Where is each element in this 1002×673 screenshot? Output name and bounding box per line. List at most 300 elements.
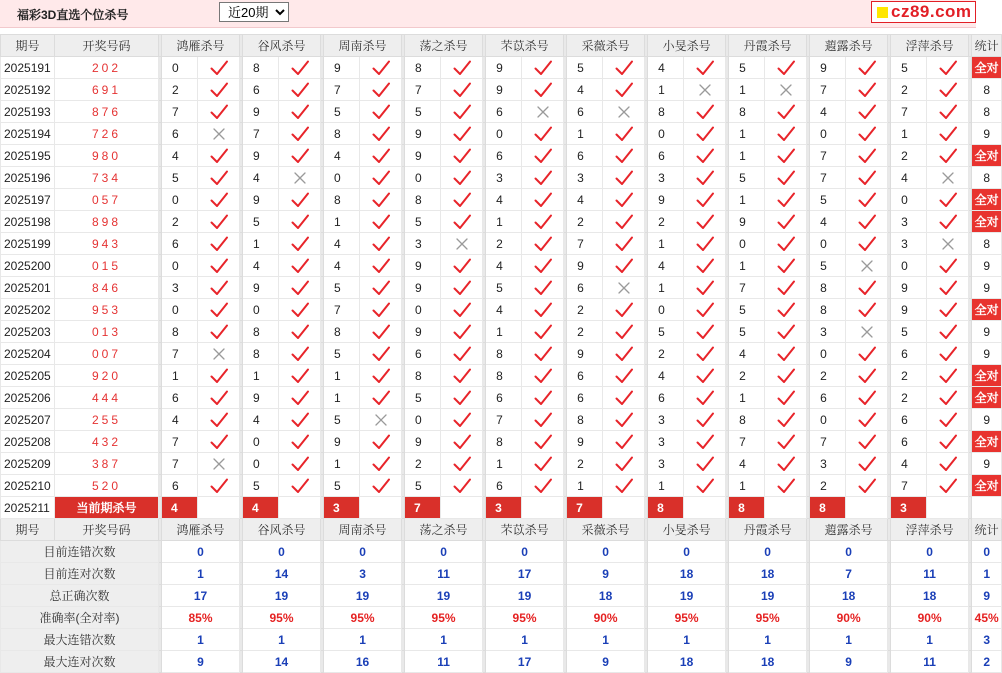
kill-digit: 8 xyxy=(324,123,360,145)
stats-value: 0 xyxy=(324,541,402,563)
kill-digit: 1 xyxy=(729,123,765,145)
check-icon xyxy=(279,365,321,387)
draw-number: 057 xyxy=(55,189,159,211)
table-row xyxy=(1,145,1002,167)
correct-count: 9 xyxy=(972,255,1002,277)
check-icon xyxy=(603,233,645,255)
header-draw: 开奖号码 xyxy=(55,519,159,541)
check-icon xyxy=(441,299,483,321)
kill-digit: 1 xyxy=(324,365,360,387)
check-icon xyxy=(603,299,645,321)
kill-digit: 5 xyxy=(324,101,360,123)
kill-digit: 6 xyxy=(243,79,279,101)
kill-digit: 1 xyxy=(648,79,684,101)
kill-digit: 8 xyxy=(486,431,522,453)
kill-digit: 1 xyxy=(324,453,360,475)
check-icon xyxy=(522,145,564,167)
stats-value: 1 xyxy=(405,629,483,651)
cross-icon xyxy=(441,233,483,255)
kill-digit: 9 xyxy=(243,189,279,211)
check-icon xyxy=(927,255,969,277)
period-select[interactable] xyxy=(219,2,289,22)
header-issue: 期号 xyxy=(1,35,55,57)
kill-digit: 4 xyxy=(567,79,603,101)
check-icon xyxy=(522,299,564,321)
check-icon xyxy=(603,211,645,233)
check-icon xyxy=(684,57,726,79)
kill-digit: 8 xyxy=(405,57,441,79)
check-icon xyxy=(198,233,240,255)
stats-value: 1 xyxy=(162,563,240,585)
kill-digit: 6 xyxy=(891,409,927,431)
check-icon xyxy=(927,453,969,475)
issue-number: 2025204 xyxy=(1,343,55,365)
stats-value: 1 xyxy=(324,629,402,651)
kill-digit: 5 xyxy=(243,211,279,233)
check-icon xyxy=(846,211,888,233)
stats-value: 1 xyxy=(162,629,240,651)
kill-digit: 6 xyxy=(648,145,684,167)
issue-number: 2025203 xyxy=(1,321,55,343)
kill-digit: 9 xyxy=(405,321,441,343)
check-icon xyxy=(441,277,483,299)
kill-digit: 0 xyxy=(405,167,441,189)
kill-digit: 3 xyxy=(891,211,927,233)
stats-value: 9 xyxy=(162,651,240,673)
kill-digit: 1 xyxy=(243,365,279,387)
kill-digit: 4 xyxy=(729,453,765,475)
check-icon xyxy=(684,211,726,233)
check-icon xyxy=(603,431,645,453)
stats-value: 9 xyxy=(567,651,645,673)
check-icon xyxy=(927,277,969,299)
kill-digit: 3 xyxy=(891,233,927,255)
check-icon xyxy=(603,475,645,497)
empty-cell xyxy=(441,497,483,519)
kill-digit: 6 xyxy=(567,387,603,409)
table-row xyxy=(1,211,1002,233)
kill-digit: 5 xyxy=(324,277,360,299)
draw-number: 007 xyxy=(55,343,159,365)
kill-digit: 4 xyxy=(243,255,279,277)
check-icon xyxy=(603,453,645,475)
check-icon xyxy=(765,321,807,343)
table-row xyxy=(1,321,1002,343)
check-icon xyxy=(441,255,483,277)
kill-digit: 0 xyxy=(891,255,927,277)
check-icon xyxy=(846,167,888,189)
check-icon xyxy=(765,145,807,167)
stats-value: 0 xyxy=(648,541,726,563)
kill-digit: 8 xyxy=(810,277,846,299)
check-icon xyxy=(441,365,483,387)
kill-digit: 5 xyxy=(891,321,927,343)
check-icon xyxy=(765,167,807,189)
kill-digit: 5 xyxy=(567,57,603,79)
kill-digit: 6 xyxy=(486,475,522,497)
check-icon xyxy=(765,277,807,299)
kill-digit: 5 xyxy=(810,189,846,211)
correct-count: 9 xyxy=(972,409,1002,431)
stats-value: 18 xyxy=(567,585,645,607)
header-expert: 鸿雁杀号 xyxy=(162,519,240,541)
check-icon xyxy=(279,475,321,497)
stats-value: 1 xyxy=(243,629,321,651)
current-kill-digit: 8 xyxy=(810,497,846,519)
kill-digit: 9 xyxy=(891,277,927,299)
header-stats: 统计 xyxy=(972,519,1002,541)
kill-number-table xyxy=(0,34,1002,673)
check-icon xyxy=(846,79,888,101)
check-icon xyxy=(765,211,807,233)
table-row xyxy=(1,57,1002,79)
check-icon xyxy=(522,233,564,255)
kill-digit: 5 xyxy=(648,321,684,343)
kill-digit: 4 xyxy=(486,255,522,277)
check-icon xyxy=(279,255,321,277)
stats-label: 目前连错次数 xyxy=(1,541,159,563)
kill-digit: 1 xyxy=(324,211,360,233)
kill-digit: 4 xyxy=(648,57,684,79)
check-icon xyxy=(927,145,969,167)
kill-digit: 9 xyxy=(405,277,441,299)
check-icon xyxy=(360,167,402,189)
all-correct-badge: 全对 xyxy=(972,145,1002,167)
stats-value: 95% xyxy=(405,607,483,629)
kill-digit: 0 xyxy=(810,233,846,255)
issue-number: 2025191 xyxy=(1,57,55,79)
stats-total-value: 3 xyxy=(972,629,1002,651)
stats-value: 1 xyxy=(891,629,969,651)
check-icon xyxy=(603,321,645,343)
kill-digit: 5 xyxy=(729,299,765,321)
kill-digit: 1 xyxy=(648,475,684,497)
check-icon xyxy=(441,343,483,365)
kill-digit: 2 xyxy=(729,365,765,387)
check-icon xyxy=(846,57,888,79)
check-icon xyxy=(846,343,888,365)
check-icon xyxy=(765,57,807,79)
check-icon xyxy=(846,145,888,167)
kill-digit: 5 xyxy=(405,211,441,233)
kill-digit: 2 xyxy=(162,79,198,101)
kill-digit: 6 xyxy=(162,233,198,255)
check-icon xyxy=(765,387,807,409)
draw-number: 520 xyxy=(55,475,159,497)
kill-digit: 4 xyxy=(162,409,198,431)
kill-digit: 8 xyxy=(810,299,846,321)
stats-value: 0 xyxy=(243,541,321,563)
kill-digit: 6 xyxy=(486,145,522,167)
stats-value: 17 xyxy=(486,651,564,673)
stats-value: 3 xyxy=(324,563,402,585)
stats-value: 11 xyxy=(405,651,483,673)
check-icon xyxy=(765,365,807,387)
cross-icon xyxy=(846,321,888,343)
draw-number: 013 xyxy=(55,321,159,343)
kill-digit: 5 xyxy=(729,167,765,189)
kill-digit: 7 xyxy=(810,167,846,189)
kill-digit: 1 xyxy=(567,123,603,145)
draw-number: 846 xyxy=(55,277,159,299)
current-kill-digit: 3 xyxy=(486,497,522,519)
check-icon xyxy=(927,101,969,123)
stats-value: 9 xyxy=(810,651,888,673)
check-icon xyxy=(360,475,402,497)
draw-number: 387 xyxy=(55,453,159,475)
table-row xyxy=(1,475,1002,497)
check-icon xyxy=(360,123,402,145)
empty-cell xyxy=(360,497,402,519)
check-icon xyxy=(603,409,645,431)
stats-value: 18 xyxy=(648,563,726,585)
table-header-row xyxy=(1,35,1002,57)
check-icon xyxy=(765,101,807,123)
header-issue: 期号 xyxy=(1,519,55,541)
header-expert: 采薇杀号 xyxy=(567,519,645,541)
kill-digit: 4 xyxy=(324,145,360,167)
kill-digit: 8 xyxy=(243,321,279,343)
check-icon xyxy=(279,145,321,167)
check-icon xyxy=(360,277,402,299)
check-icon xyxy=(846,233,888,255)
draw-number: 726 xyxy=(55,123,159,145)
current-issue-number: 2025211 xyxy=(1,497,55,519)
kill-digit: 9 xyxy=(324,431,360,453)
cross-icon xyxy=(198,453,240,475)
table-row xyxy=(1,167,1002,189)
check-icon xyxy=(846,189,888,211)
check-icon xyxy=(279,453,321,475)
check-icon xyxy=(684,277,726,299)
check-icon xyxy=(441,57,483,79)
check-icon xyxy=(927,387,969,409)
kill-digit: 8 xyxy=(405,365,441,387)
check-icon xyxy=(522,167,564,189)
check-icon xyxy=(927,57,969,79)
stats-row xyxy=(1,651,1002,673)
kill-digit: 9 xyxy=(243,145,279,167)
draw-number: 898 xyxy=(55,211,159,233)
kill-digit: 6 xyxy=(567,277,603,299)
stats-label: 准确率(全对率) xyxy=(1,607,159,629)
table-row xyxy=(1,453,1002,475)
kill-digit: 0 xyxy=(648,123,684,145)
kill-digit: 7 xyxy=(486,409,522,431)
check-icon xyxy=(441,101,483,123)
check-icon xyxy=(927,211,969,233)
kill-digit: 5 xyxy=(243,475,279,497)
check-icon xyxy=(522,431,564,453)
empty-cell xyxy=(684,497,726,519)
kill-digit: 8 xyxy=(729,409,765,431)
table-row xyxy=(1,277,1002,299)
check-icon xyxy=(927,343,969,365)
check-icon xyxy=(279,431,321,453)
logo-square-icon xyxy=(877,7,888,18)
issue-number: 2025198 xyxy=(1,211,55,233)
cross-icon xyxy=(765,79,807,101)
kill-digit: 2 xyxy=(567,321,603,343)
empty-cell xyxy=(765,497,807,519)
check-icon xyxy=(603,343,645,365)
check-icon xyxy=(927,299,969,321)
header-expert: 丹霞杀号 xyxy=(729,519,807,541)
kill-digit: 0 xyxy=(486,123,522,145)
stats-value: 90% xyxy=(891,607,969,629)
kill-digit: 8 xyxy=(243,343,279,365)
kill-digit: 8 xyxy=(729,101,765,123)
header-expert: 小旻杀号 xyxy=(648,519,726,541)
kill-digit: 0 xyxy=(810,343,846,365)
stats-value: 19 xyxy=(486,585,564,607)
draw-number: 980 xyxy=(55,145,159,167)
header-expert: 蕸露杀号 xyxy=(810,519,888,541)
check-icon xyxy=(279,321,321,343)
header-expert: 周南杀号 xyxy=(324,519,402,541)
correct-count: 9 xyxy=(972,343,1002,365)
stats-row xyxy=(1,629,1002,651)
check-icon xyxy=(684,321,726,343)
kill-digit: 7 xyxy=(567,233,603,255)
stats-total-value: 45% xyxy=(972,607,1002,629)
current-kill-digit: 7 xyxy=(567,497,603,519)
stats-value: 18 xyxy=(729,563,807,585)
kill-digit: 9 xyxy=(486,57,522,79)
kill-digit: 6 xyxy=(162,387,198,409)
kill-digit: 0 xyxy=(324,167,360,189)
header-expert: 采薇杀号 xyxy=(567,35,645,57)
check-icon xyxy=(765,299,807,321)
kill-digit: 7 xyxy=(405,79,441,101)
check-icon xyxy=(360,79,402,101)
cross-icon xyxy=(522,101,564,123)
issue-number: 2025199 xyxy=(1,233,55,255)
stats-value: 14 xyxy=(243,563,321,585)
kill-digit: 5 xyxy=(405,387,441,409)
table-row xyxy=(1,299,1002,321)
check-icon xyxy=(765,409,807,431)
kill-digit: 7 xyxy=(810,431,846,453)
table-row xyxy=(1,101,1002,123)
cross-icon xyxy=(360,409,402,431)
kill-digit: 3 xyxy=(810,453,846,475)
kill-digit: 0 xyxy=(243,431,279,453)
kill-digit: 9 xyxy=(405,255,441,277)
kill-digit: 1 xyxy=(648,233,684,255)
check-icon xyxy=(279,189,321,211)
kill-digit: 0 xyxy=(729,233,765,255)
stats-value: 1 xyxy=(648,629,726,651)
kill-digit: 3 xyxy=(648,409,684,431)
all-correct-badge: 全对 xyxy=(972,475,1002,497)
kill-digit: 9 xyxy=(486,79,522,101)
check-icon xyxy=(279,409,321,431)
check-icon xyxy=(522,123,564,145)
correct-count: 9 xyxy=(972,453,1002,475)
stats-value: 19 xyxy=(405,585,483,607)
site-logo[interactable] xyxy=(871,1,976,23)
check-icon xyxy=(360,343,402,365)
check-icon xyxy=(198,57,240,79)
stats-value: 19 xyxy=(648,585,726,607)
empty-cell xyxy=(846,497,888,519)
kill-digit: 8 xyxy=(405,189,441,211)
kill-digit: 6 xyxy=(810,387,846,409)
stats-value: 11 xyxy=(405,563,483,585)
header-expert: 丹霞杀号 xyxy=(729,35,807,57)
kill-digit: 2 xyxy=(891,145,927,167)
check-icon xyxy=(846,431,888,453)
stats-value: 95% xyxy=(243,607,321,629)
check-icon xyxy=(684,123,726,145)
stats-value: 95% xyxy=(648,607,726,629)
stats-value: 19 xyxy=(243,585,321,607)
kill-digit: 8 xyxy=(567,409,603,431)
current-issue-row xyxy=(1,497,1002,519)
current-kill-label: 当前期杀号 xyxy=(55,497,159,519)
current-kill-digit: 3 xyxy=(324,497,360,519)
kill-digit: 4 xyxy=(810,211,846,233)
check-icon xyxy=(765,189,807,211)
check-icon xyxy=(684,365,726,387)
correct-count: 9 xyxy=(972,123,1002,145)
empty-cell xyxy=(972,497,1002,519)
correct-count: 8 xyxy=(972,79,1002,101)
stats-value: 90% xyxy=(567,607,645,629)
kill-digit: 7 xyxy=(810,145,846,167)
kill-digit: 2 xyxy=(567,453,603,475)
kill-digit: 9 xyxy=(324,57,360,79)
check-icon xyxy=(765,453,807,475)
stats-value: 95% xyxy=(324,607,402,629)
issue-number: 2025205 xyxy=(1,365,55,387)
check-icon xyxy=(927,365,969,387)
check-icon xyxy=(198,475,240,497)
check-icon xyxy=(522,211,564,233)
kill-digit: 2 xyxy=(567,211,603,233)
cross-icon xyxy=(846,255,888,277)
stats-value: 0 xyxy=(810,541,888,563)
issue-number: 2025201 xyxy=(1,277,55,299)
stats-value: 95% xyxy=(486,607,564,629)
correct-count: 8 xyxy=(972,167,1002,189)
check-icon xyxy=(927,475,969,497)
kill-digit: 6 xyxy=(486,387,522,409)
check-icon xyxy=(198,277,240,299)
kill-digit: 4 xyxy=(162,145,198,167)
kill-digit: 1 xyxy=(162,365,198,387)
kill-digit: 0 xyxy=(405,299,441,321)
header-expert: 芣苡杀号 xyxy=(486,35,564,57)
kill-digit: 2 xyxy=(648,343,684,365)
check-icon xyxy=(927,321,969,343)
check-icon xyxy=(765,431,807,453)
kill-digit: 1 xyxy=(729,255,765,277)
kill-digit: 4 xyxy=(324,255,360,277)
kill-digit: 2 xyxy=(891,365,927,387)
check-icon xyxy=(198,321,240,343)
check-icon xyxy=(441,475,483,497)
stats-value: 18 xyxy=(648,651,726,673)
check-icon xyxy=(198,431,240,453)
kill-digit: 6 xyxy=(486,101,522,123)
check-icon xyxy=(765,123,807,145)
issue-number: 2025196 xyxy=(1,167,55,189)
table-row xyxy=(1,365,1002,387)
kill-digit: 3 xyxy=(648,431,684,453)
stats-value: 1 xyxy=(567,629,645,651)
